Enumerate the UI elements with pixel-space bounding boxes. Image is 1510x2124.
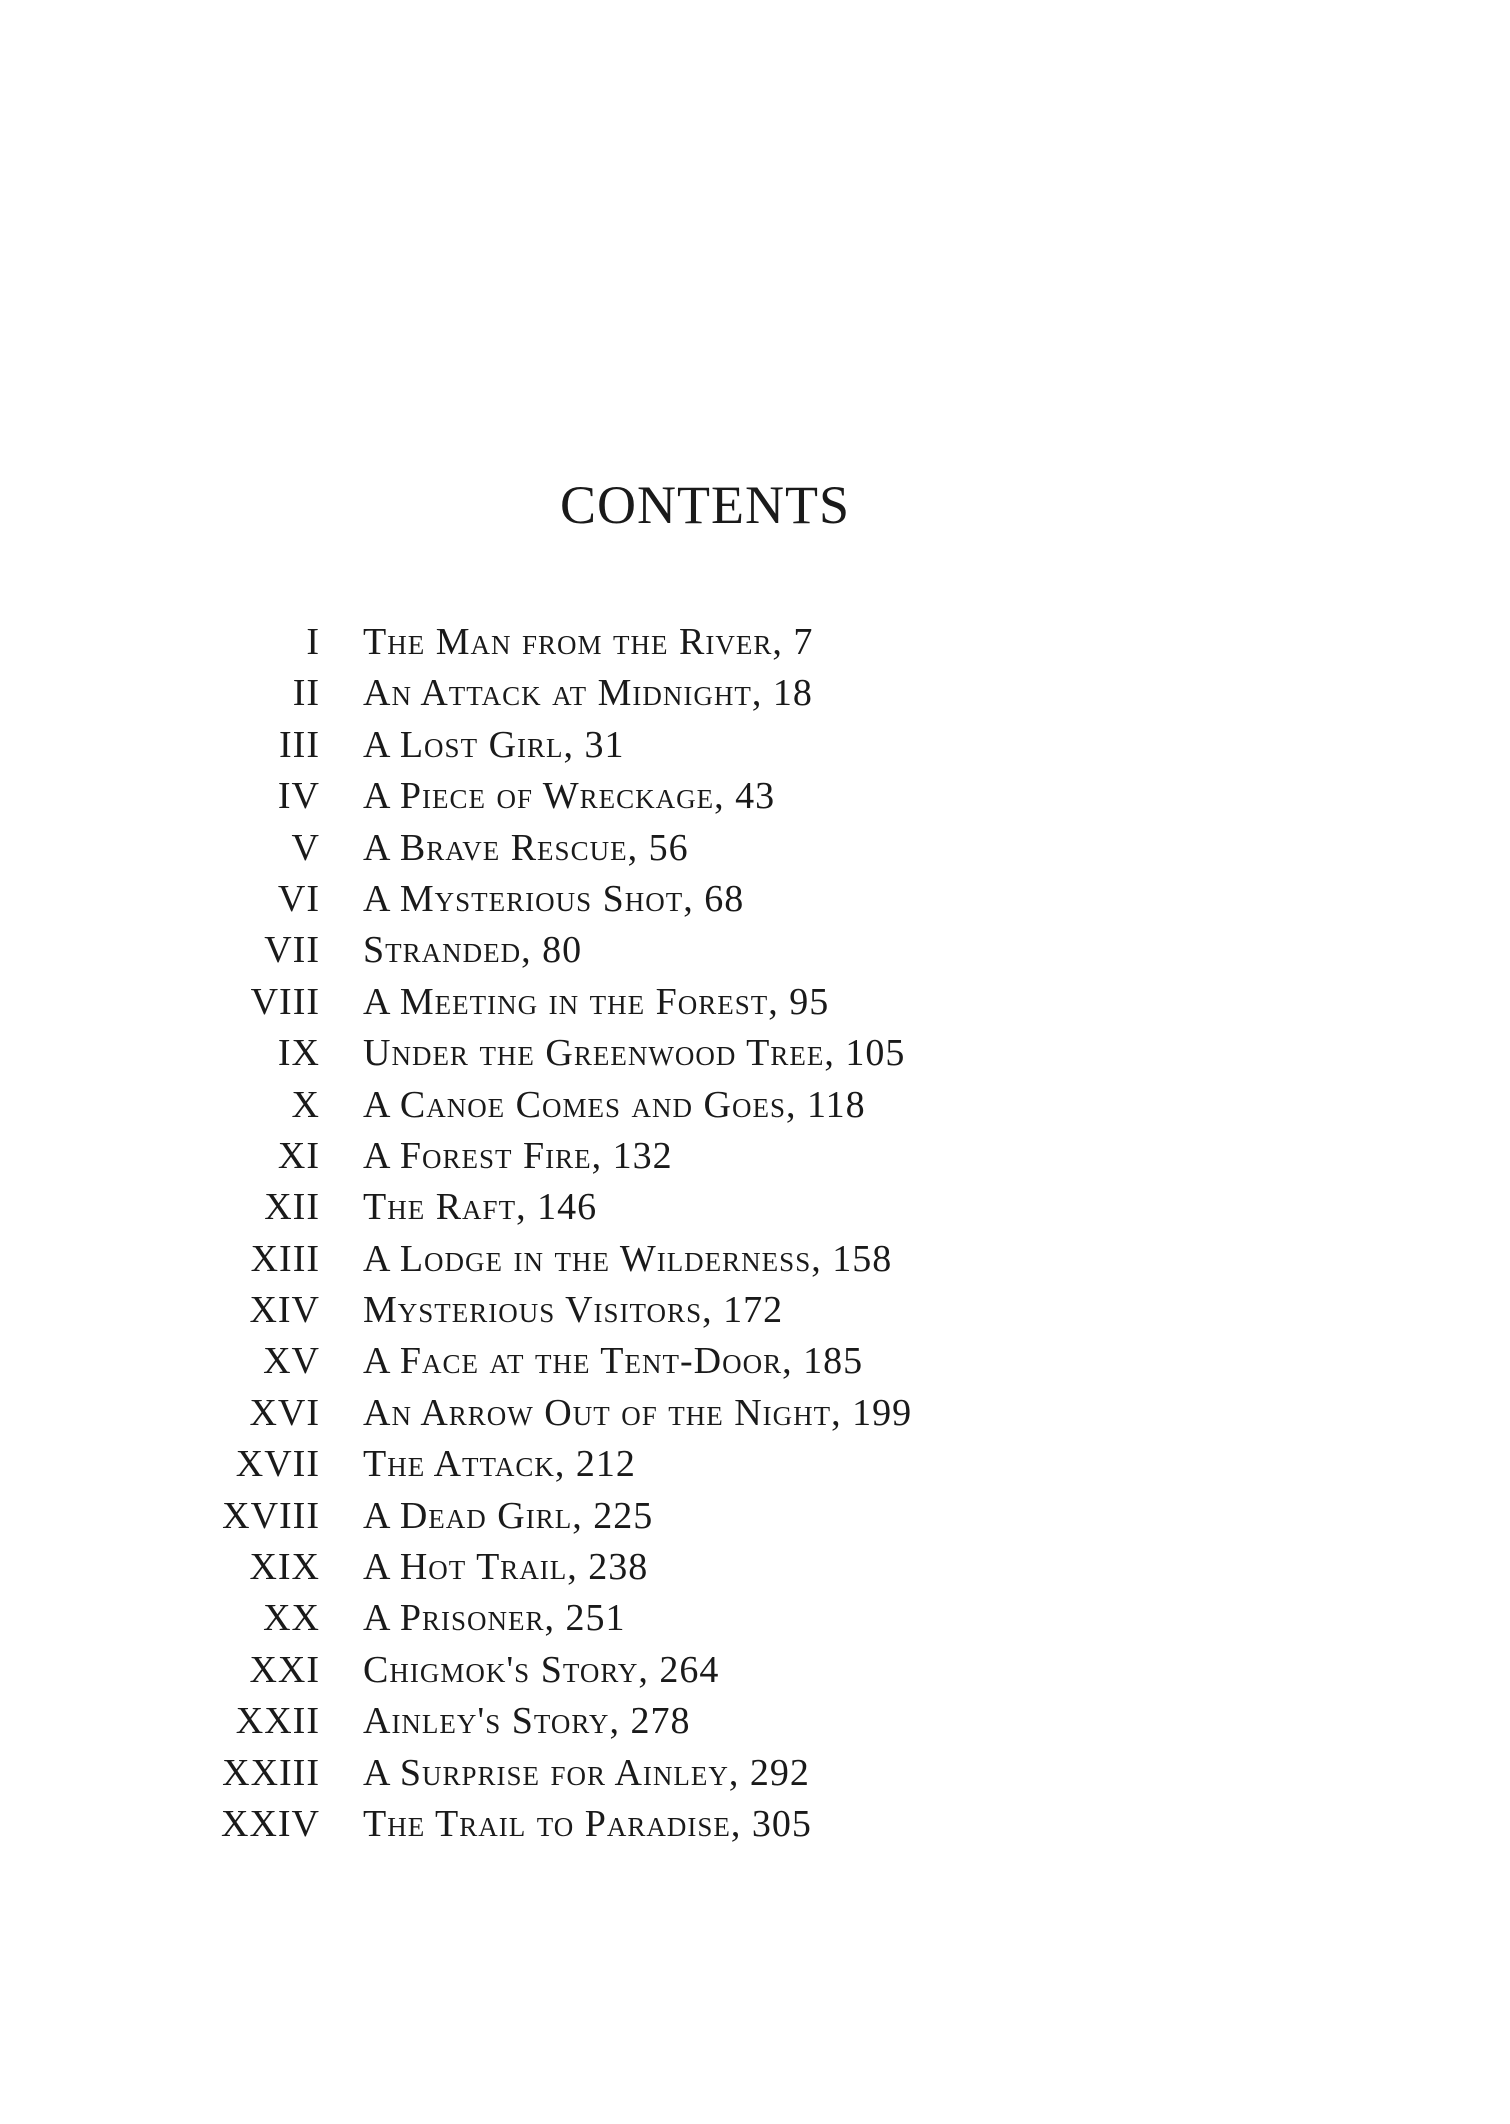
chapter-page: 238 — [588, 1546, 649, 1589]
toc-row — [0, 617, 1510, 668]
chapter-page: 80 — [542, 929, 583, 972]
chapter-number: I — [306, 621, 320, 663]
chapter-number: XVI — [249, 1391, 320, 1434]
chapter-entry: A Dead Girl, 225 — [363, 1494, 654, 1537]
chapter-title: A Meeting in the Forest — [363, 980, 769, 1023]
toc-row — [0, 1593, 1510, 1644]
toc-row — [0, 1748, 1510, 1799]
chapter-number: V — [291, 826, 320, 869]
toc-row — [0, 1285, 1510, 1336]
chapter-page: 264 — [659, 1648, 720, 1691]
table-of-contents — [0, 617, 1510, 1850]
toc-row — [0, 1234, 1510, 1285]
chapter-page: 118 — [807, 1083, 866, 1126]
chapter-page: 199 — [852, 1391, 913, 1434]
chapter-page: 172 — [723, 1289, 784, 1332]
chapter-number: XXII — [235, 1700, 320, 1743]
chapter-title: A Forest Fire — [363, 1134, 592, 1177]
chapter-title: Ainley's Story — [363, 1700, 610, 1743]
chapter-number: XIV — [249, 1289, 320, 1332]
chapter-number: IX — [277, 1032, 320, 1075]
chapter-page: 43 — [735, 775, 776, 818]
toc-row — [0, 1182, 1510, 1233]
chapter-entry: A Brave Rescue, 56 — [363, 826, 689, 869]
toc-row — [0, 1080, 1510, 1131]
chapter-number: II — [292, 672, 320, 715]
chapter-page: 68 — [704, 877, 745, 920]
toc-row — [0, 1028, 1510, 1079]
chapter-entry: A Surprise for Ainley, 292 — [363, 1751, 810, 1794]
chapter-entry: A Meeting in the Forest, 95 — [363, 980, 830, 1023]
chapter-number: III — [279, 723, 320, 766]
chapter-title: A Brave Rescue — [363, 826, 628, 869]
chapter-title: A Face at the Tent-Door — [363, 1340, 783, 1383]
toc-row — [0, 1645, 1510, 1696]
chapter-page: 56 — [648, 826, 689, 869]
toc-row — [0, 720, 1510, 771]
chapter-entry: A Mysterious Shot, 68 — [363, 877, 745, 920]
chapter-number: XXIV — [221, 1802, 320, 1845]
chapter-entry: Mysterious Visitors, 172 — [363, 1289, 784, 1332]
page-title: CONTENTS — [560, 475, 850, 535]
toc-row — [0, 1439, 1510, 1490]
toc-row — [0, 1696, 1510, 1747]
chapter-page: 212 — [575, 1443, 636, 1486]
chapter-title: The Man from the River — [363, 621, 773, 663]
chapter-title: A Hot Trail — [363, 1546, 568, 1589]
chapter-title: A Prisoner — [363, 1597, 545, 1640]
chapter-page: 292 — [749, 1751, 810, 1794]
chapter-title: The Raft — [363, 1186, 517, 1229]
chapter-number: XVII — [235, 1443, 320, 1486]
chapter-page: 132 — [612, 1134, 673, 1177]
chapter-page: 185 — [803, 1340, 864, 1383]
toc-row — [0, 668, 1510, 719]
chapter-entry: Chigmok's Story, 264 — [363, 1648, 720, 1691]
chapter-entry: Stranded, 80 — [363, 929, 583, 972]
chapter-title: A Mysterious Shot — [363, 877, 684, 920]
chapter-entry: An Arrow Out of the Night, 199 — [363, 1391, 913, 1434]
chapter-page: 146 — [537, 1186, 598, 1229]
chapter-page: 305 — [751, 1802, 812, 1845]
chapter-number: VII — [264, 929, 320, 972]
chapter-page: 158 — [832, 1237, 893, 1280]
chapter-number: IV — [277, 775, 320, 818]
chapter-number: XXI — [249, 1648, 320, 1691]
chapter-page: 105 — [845, 1032, 906, 1075]
chapter-page: 278 — [630, 1700, 691, 1743]
chapter-number: X — [291, 1083, 320, 1126]
chapter-entry: A Piece of Wreckage, 43 — [363, 775, 776, 818]
toc-row — [0, 1799, 1510, 1850]
chapter-page: 18 — [772, 672, 813, 715]
chapter-entry: The Trail to Paradise, 305 — [363, 1802, 812, 1845]
toc-row — [0, 1131, 1510, 1182]
toc-row — [0, 1542, 1510, 1593]
chapter-title: A Piece of Wreckage — [363, 775, 715, 818]
toc-row — [0, 874, 1510, 925]
chapter-entry: The Attack, 212 — [363, 1443, 636, 1486]
chapter-number: XVIII — [222, 1494, 320, 1537]
chapter-entry: Under the Greenwood Tree, 105 — [363, 1032, 906, 1075]
toc-row — [0, 1388, 1510, 1439]
chapter-title: Stranded — [363, 929, 522, 972]
chapter-number: XIII — [250, 1237, 320, 1280]
chapter-entry: A Lodge in the Wilderness, 158 — [363, 1237, 893, 1280]
toc-row — [0, 1491, 1510, 1542]
chapter-title: A Surprise for Ainley — [363, 1751, 729, 1794]
chapter-title: A Lodge in the Wilderness — [363, 1237, 812, 1280]
chapter-entry: A Prisoner, 251 — [363, 1597, 626, 1640]
chapter-title: The Trail to Paradise — [363, 1802, 731, 1845]
chapter-title: A Canoe Comes and Goes — [363, 1083, 786, 1126]
chapter-title: An Attack at Midnight — [363, 672, 752, 715]
chapter-entry: An Attack at Midnight, 18 — [363, 672, 813, 715]
chapter-title: Under the Greenwood Tree — [363, 1032, 825, 1075]
chapter-entry: The Man from the River, 7 — [363, 621, 814, 663]
chapter-number: XX — [263, 1597, 320, 1640]
chapter-page: 95 — [789, 980, 830, 1023]
chapter-entry: Ainley's Story, 278 — [363, 1700, 691, 1743]
chapter-page: 7 — [793, 621, 814, 663]
chapter-number: XIX — [249, 1546, 320, 1589]
toc-row — [0, 823, 1510, 874]
chapter-number: XI — [277, 1134, 320, 1177]
chapter-title: A Lost Girl — [363, 723, 564, 766]
chapter-number: VI — [277, 877, 320, 920]
chapter-title: Mysterious Visitors — [363, 1289, 703, 1332]
toc-row — [0, 771, 1510, 822]
chapter-entry: A Hot Trail, 238 — [363, 1546, 649, 1589]
chapter-title: Chigmok's Story — [363, 1648, 639, 1691]
chapter-page: 251 — [565, 1597, 626, 1640]
toc-row — [0, 977, 1510, 1028]
chapter-entry: A Canoe Comes and Goes, 118 — [363, 1083, 866, 1126]
chapter-number: XII — [264, 1186, 320, 1229]
toc-row — [0, 1336, 1510, 1387]
chapter-entry: A Forest Fire, 132 — [363, 1134, 673, 1177]
chapter-number: XV — [263, 1340, 320, 1383]
chapter-number: XXIII — [222, 1751, 320, 1794]
chapter-title: The Attack — [363, 1443, 555, 1486]
chapter-entry: A Face at the Tent-Door, 185 — [363, 1340, 864, 1383]
chapter-number: VIII — [250, 980, 320, 1023]
chapter-entry: A Lost Girl, 31 — [363, 723, 625, 766]
chapter-entry: The Raft, 146 — [363, 1186, 598, 1229]
chapter-title: An Arrow Out of the Night — [363, 1391, 832, 1434]
toc-row — [0, 925, 1510, 976]
chapter-page: 225 — [593, 1494, 654, 1537]
chapter-title: A Dead Girl — [363, 1494, 573, 1537]
chapter-page: 31 — [584, 723, 625, 766]
